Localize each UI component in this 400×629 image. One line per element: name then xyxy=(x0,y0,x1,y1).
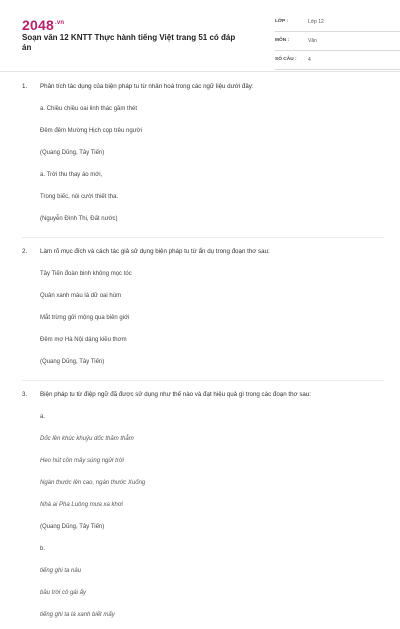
passage-line: Đêm đêm Mường Hịch cọp trêu người xyxy=(40,128,142,134)
site-logo[interactable] xyxy=(22,17,64,33)
passage-line: bầu trời cô gái ấy xyxy=(40,590,86,596)
passage-line: Dốc lên khúc khuỷu dốc thăm thẳm xyxy=(40,436,134,442)
meta-label: MÔN : xyxy=(275,38,290,43)
passage-line: Heo hút cồn mây súng ngửi trời xyxy=(40,458,124,464)
meta-row-subject xyxy=(275,35,400,51)
meta-row-class xyxy=(275,16,400,32)
passage-line: tiếng ghi ta lá xanh biết mấy xyxy=(40,612,115,618)
passage-line: Ngàn thước lên cao, ngàn thước Xuống xyxy=(40,480,146,486)
question-number: 3. xyxy=(22,391,28,398)
question-divider xyxy=(22,380,384,381)
passage-line: (Nguyễn Đình Thi, Đất nước) xyxy=(40,216,118,222)
meta-label: LỚP : xyxy=(275,19,289,24)
meta-value: Văn xyxy=(308,38,317,44)
question-divider xyxy=(22,237,384,238)
question-item xyxy=(22,82,384,238)
page-header xyxy=(22,0,384,70)
document-title: Soạn văn 12 KNTT Thực hành tiếng Việt trang 51 có đáp án xyxy=(22,33,236,52)
question-prompt xyxy=(22,390,384,400)
logo-text: 2048 xyxy=(22,17,54,33)
question-prompt xyxy=(22,82,384,92)
question-text: Biện pháp tu từ điệp ngữ đã được sử dụng như thế nào và đạt hiệu quả gì trong các đoạn thơ sau: xyxy=(40,391,312,398)
question-text: Phân tích tác dụng của biện pháp tu từ nhân hoá trong các ngữ liệu dưới đây: xyxy=(40,83,254,90)
passage-line: Tây Tiến đoàn binh không mọc tóc xyxy=(40,271,132,277)
question-text: Làm rõ mục đích và cách tác giả sử dụng biện pháp tu từ ẩn dụ trong đoạn thơ sau: xyxy=(40,248,270,255)
passage-line: Quân xanh màu lá dữ oai hùm xyxy=(40,293,122,299)
passage-line: Nhà ai Pha Luông mưa xa khơi xyxy=(40,502,123,508)
passage-line: a. Chiều chiều oai linh thác gầm thét xyxy=(40,106,138,112)
meta-value: 4 xyxy=(308,57,311,63)
passage-line: (Quang Dũng, Tây Tiến) xyxy=(40,359,105,365)
passage-line: a. xyxy=(40,414,46,420)
passage-line: a. Trời thu thay áo mới, xyxy=(40,172,103,178)
question-number: 2. xyxy=(22,248,28,255)
passage-line: b. xyxy=(40,546,46,552)
meta-row-question-count xyxy=(275,54,400,70)
document-meta xyxy=(275,16,400,73)
question-number: 1. xyxy=(22,83,28,90)
header-divider xyxy=(0,71,400,72)
question-item xyxy=(22,390,384,620)
logo-suffix: .vn xyxy=(54,20,65,27)
passage-line: Trong biếc, nói cười thiết tha. xyxy=(40,194,119,200)
passage-line: (Quang Dũng, Tây Tiến) xyxy=(40,524,105,530)
passage-line: (Quang Dũng, Tây Tiến) xyxy=(40,150,105,156)
question-list xyxy=(22,82,384,629)
meta-label: SỐ CÂU : xyxy=(275,57,297,62)
passage-line: Mắt trừng gửi mộng qua biên giới xyxy=(40,315,130,321)
question-item xyxy=(22,247,384,381)
passage-line: Đêm mơ Hà Nội dáng kiều thơm xyxy=(40,337,127,343)
question-prompt xyxy=(22,247,384,257)
passage-line: tiếng ghi ta nâu xyxy=(40,568,82,574)
meta-value: Lớp 12 xyxy=(308,19,324,25)
